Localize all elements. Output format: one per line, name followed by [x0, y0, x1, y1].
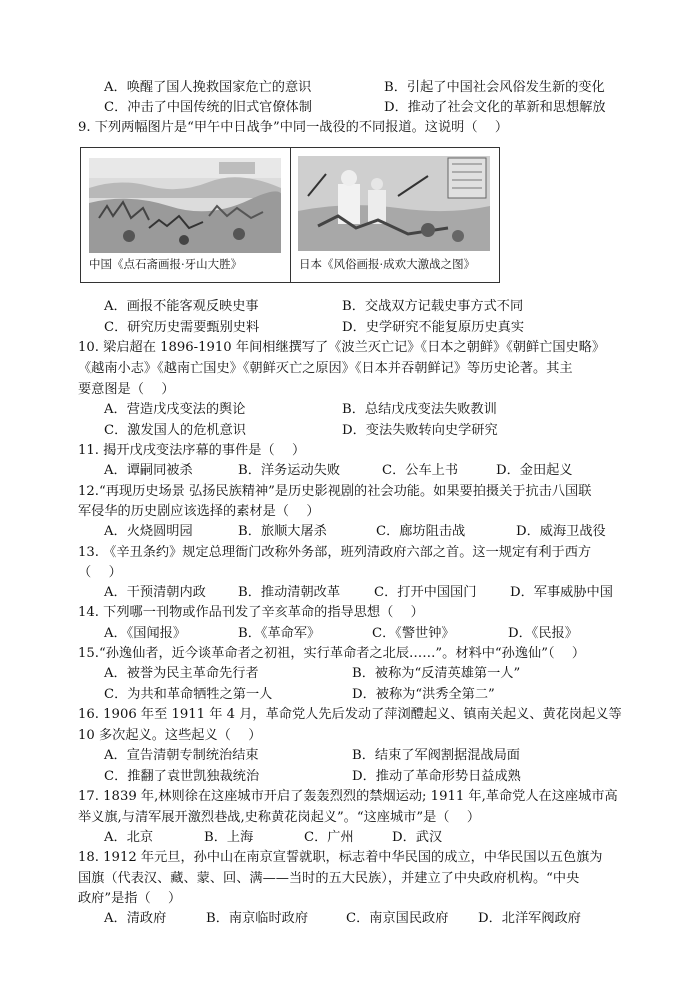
q13-option-d: D．军事威胁中国 — [510, 585, 613, 600]
q16-option-d: D．推动了革命形势日益成熟 — [352, 769, 521, 784]
q13-option-b: B．推动清朝改革 — [238, 585, 341, 600]
q10-stem-line2: 《越南小志》《越南亡国史》《朝鲜灭亡之原因》《日本并吞朝鲜记》等历史论著。其主 — [78, 361, 573, 376]
q14-option-a: A．《国闻报》 — [104, 626, 187, 641]
q15-option-d: D．被称为“洪秀全第二” — [352, 687, 495, 702]
q15-option-c: C．为共和革命牺牲之第一人 — [104, 687, 273, 702]
q9-option-c: C．研究历史需要甄别史料 — [104, 320, 260, 335]
q16-option-c: C．推翻了袁世凯独裁统治 — [104, 769, 260, 784]
q18-stem-line3: 政府”是指（ ） — [78, 891, 182, 906]
battle-painting-right-image — [298, 156, 490, 251]
q9-figure-left-caption: 中国《点石斋画报·牙山大胜》 — [89, 257, 243, 271]
q13-stem-line2: （ ） — [78, 565, 122, 580]
q12-stem-line2: 军侵华的历史剧应该选择的素材是（ ） — [78, 504, 320, 519]
q11-option-d: D．金田起义 — [496, 463, 573, 478]
q16-option-a: A．宣告清朝专制统治结束 — [104, 748, 259, 763]
q16-stem-line2: 10 多次起义。这些起义（ ） — [78, 728, 262, 743]
q17-stem-line2: 举义旗,与清军展开激烈巷战,史称黄花岗起义”。“这座城市”是（ ） — [78, 810, 481, 825]
q10-option-d: D．变法失败转向史学研究 — [342, 423, 498, 438]
figure-divider — [290, 148, 291, 282]
q8-option-d: D．推动了社会文化的革新和思想解放 — [384, 100, 606, 115]
q11-option-c: C．公车上书 — [382, 463, 459, 478]
q17-option-d: D．武汉 — [392, 830, 443, 845]
q9-option-d: D．史学研究不能复原历史真实 — [342, 320, 525, 335]
q10-option-a: A．营造戊戌变法的舆论 — [104, 402, 246, 417]
q17-option-c: C．广州 — [304, 830, 354, 845]
q16-option-b: B．结束了军阀割据混战局面 — [352, 748, 520, 763]
q9-stem: 9. 下列两幅图片是“甲午中日战争”中同一战役的不同报道。这说明（ ） — [78, 120, 509, 135]
q10-stem-line1: 10. 梁启超在 1896-1910 年间相继撰写了《波兰灭亡记》《日本之朝鲜》《朝鲜亡国史略》 — [78, 340, 606, 355]
q18-option-b: B．南京临时政府 — [206, 911, 309, 926]
q15-option-a: A．被誉为民主革命先行者 — [104, 666, 259, 681]
q14-option-d: D．《民报》 — [508, 626, 578, 641]
q13-option-c: C．打开中国国门 — [374, 585, 477, 600]
q11-option-b: B．洋务运动失败 — [238, 463, 341, 478]
q18-option-d: D．北洋军阀政府 — [478, 911, 581, 926]
q12-option-b: B．旅顺大屠杀 — [238, 524, 327, 539]
q11-stem: 11. 揭开戊戌变法序幕的事件是（ ） — [78, 443, 306, 458]
q8-option-c: C．冲击了中国传统的旧式官僚体制 — [104, 100, 312, 115]
q14-option-b: B．《革命军》 — [238, 626, 321, 641]
q13-stem-line1: 13. 《辛丑条约》规定总理衙门改称外务部，班列清政府六部之首。这一规定有利于西方 — [78, 545, 592, 560]
q18-stem-line2: 国旗（代表汉、藏、蒙、回、满——当时的五大民族），并建立了中央政府机构。“中央 — [78, 871, 580, 886]
q10-stem-line3: 要意图是（ ） — [78, 382, 175, 397]
q13-option-a: A．干预清朝内政 — [104, 585, 206, 600]
q12-stem-line1: 12.“再现历史场景 弘扬民族精神”是历史影视剧的社会功能。如果要拍摄关于抗击八国联 — [78, 484, 592, 499]
q9-figure-right-caption: 日本《风俗画报·成欢大激战之图》 — [299, 257, 476, 271]
q14-stem: 14. 下列哪一刊物或作品刊发了辛亥革命的指导思想（ ） — [78, 605, 424, 620]
q17-option-b: B．上海 — [204, 830, 254, 845]
q12-option-a: A．火烧圆明园 — [104, 524, 193, 539]
q8-option-a: A．唤醒了国人挽救国家危亡的意识 — [104, 80, 312, 95]
q18-option-a: A．清政府 — [104, 911, 167, 926]
q12-option-c: C．廊坊阻击战 — [376, 524, 466, 539]
q9-option-a: A．画报不能客观反映史事 — [104, 299, 259, 314]
q10-option-c: C．激发国人的危机意识 — [104, 423, 246, 438]
q12-option-d: D．威海卫战役 — [516, 524, 606, 539]
q18-option-c: C．南京国民政府 — [346, 911, 449, 926]
q14-option-c: C．《警世钟》 — [372, 626, 455, 641]
q15-stem: 15.“孙逸仙者，近今谈革命者之初祖，实行革命者之北辰……”。材料中“孙逸仙”（ ） — [78, 646, 586, 661]
q10-option-b: B．总结戊戌变法失败教训 — [342, 402, 497, 417]
q9-figure — [80, 147, 500, 283]
q11-option-a: A．谭嗣同被杀 — [104, 463, 193, 478]
q17-option-a: A．北京 — [104, 830, 154, 845]
q8-option-b: B．引起了中国社会风俗发生新的变化 — [384, 80, 605, 95]
battle-painting-left-image — [89, 158, 281, 253]
q16-stem-line1: 16. 1906 年至 1911 年 4 月，革命党人先后发动了萍浏醴起义、镇南关起义、黄花岗起义等 — [78, 707, 622, 722]
q18-stem-line1: 18. 1912 年元旦，孙中山在南京宣誓就职，标志着中华民国的成立，中华民国以五色旗为 — [78, 850, 603, 865]
q9-option-b: B．交战双方记载史事方式不同 — [342, 299, 524, 314]
q17-stem-line1: 17. 1839 年,林则徐在这座城市开启了轰轰烈烈的禁烟运动; 1911 年,革命党人在这座城市高 — [78, 789, 618, 804]
q15-option-b: B．被称为“反清英雄第一人” — [352, 666, 521, 681]
